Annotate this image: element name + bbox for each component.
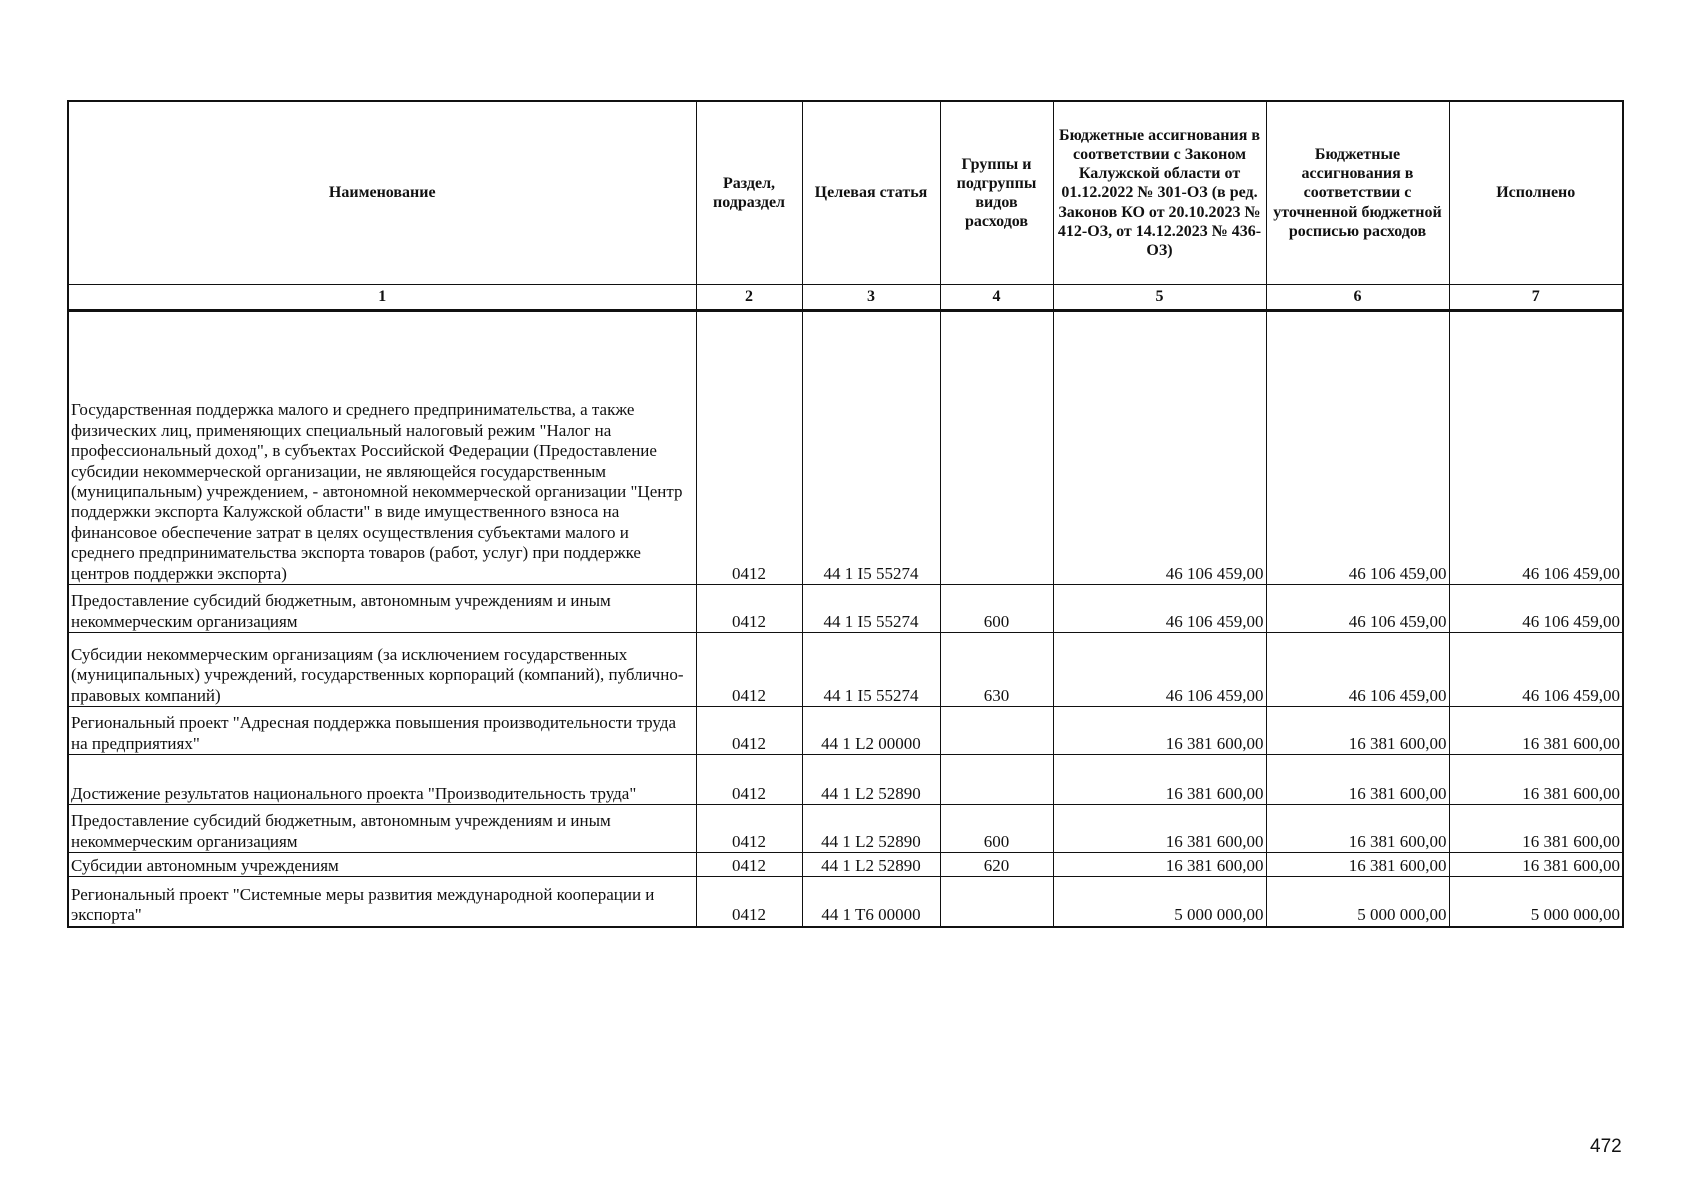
row-section: 0412 bbox=[696, 633, 802, 707]
row-section: 0412 bbox=[696, 755, 802, 805]
row-refined-amount: 46 106 459,00 bbox=[1266, 633, 1449, 707]
row-name: Субсидии автономным учреждениям bbox=[68, 853, 696, 877]
header-refined-appropriations: Бюджетные ассигнования в соответствии с уточненной бюджетной росписью расходов bbox=[1266, 101, 1449, 285]
row-refined-amount: 46 106 459,00 bbox=[1266, 311, 1449, 585]
row-name: Региональный проект "Адресная поддержка повышения производительности труда на предприятиях" bbox=[68, 707, 696, 755]
table-row bbox=[68, 853, 1623, 877]
header-target-article: Целевая статья bbox=[802, 101, 940, 285]
row-refined-amount: 16 381 600,00 bbox=[1266, 707, 1449, 755]
row-section: 0412 bbox=[696, 805, 802, 853]
table-row bbox=[68, 585, 1623, 633]
row-refined-amount: 16 381 600,00 bbox=[1266, 853, 1449, 877]
row-expense-group: 600 bbox=[940, 805, 1053, 853]
row-law-amount: 16 381 600,00 bbox=[1053, 805, 1266, 853]
table-row bbox=[68, 877, 1623, 927]
header-name: Наименование bbox=[68, 101, 696, 285]
table-row bbox=[68, 805, 1623, 853]
row-name: Достижение результатов национального проекта "Производительность труда" bbox=[68, 755, 696, 805]
row-executed-amount: 46 106 459,00 bbox=[1449, 633, 1623, 707]
row-refined-amount: 5 000 000,00 bbox=[1266, 877, 1449, 927]
row-expense-group bbox=[940, 311, 1053, 585]
row-target-article: 44 1 L2 52890 bbox=[802, 755, 940, 805]
row-name: Государственная поддержка малого и среднего предпринимательства, а также физических лиц, применяющих специальный налоговый режим "Налог на профессиональный доход", в субъектах Российской Федерации (Предоставление субсидии некоммерческой организации, не являющейся государственным (муниципальным) учреждением, - автономной некоммерческой организации "Центр поддержки экспорта Калужской области" в виде имущественного взноса на финансовое обеспечение затрат в целях осуществления субъектами малого и среднего предпринимательства экспорта товаров (работ, услуг) при поддержке центров поддержки экспорта) bbox=[68, 311, 696, 585]
row-expense-group: 630 bbox=[940, 633, 1053, 707]
row-expense-group bbox=[940, 877, 1053, 927]
row-section: 0412 bbox=[696, 311, 802, 585]
row-name: Предоставление субсидий бюджетным, автономным учреждениям и иным некоммерческим организациям bbox=[68, 585, 696, 633]
row-refined-amount: 16 381 600,00 bbox=[1266, 755, 1449, 805]
row-name: Субсидии некоммерческим организациям (за исключением государственных (муниципальных) учреждений, государственных корпораций (компаний), публично-правовых компаний) bbox=[68, 633, 696, 707]
row-law-amount: 16 381 600,00 bbox=[1053, 755, 1266, 805]
row-name: Региональный проект "Системные меры развития международной кооперации и экспорта" bbox=[68, 877, 696, 927]
column-number-row bbox=[68, 285, 1623, 311]
row-expense-group: 620 bbox=[940, 853, 1053, 877]
column-number: 3 bbox=[802, 285, 940, 311]
table-row bbox=[68, 755, 1623, 805]
row-target-article: 44 1 L2 00000 bbox=[802, 707, 940, 755]
row-name: Предоставление субсидий бюджетным, автономным учреждениям и иным некоммерческим организациям bbox=[68, 805, 696, 853]
row-expense-group bbox=[940, 755, 1053, 805]
row-executed-amount: 16 381 600,00 bbox=[1449, 707, 1623, 755]
column-number: 5 bbox=[1053, 285, 1266, 311]
column-number: 6 bbox=[1266, 285, 1449, 311]
header-row bbox=[68, 101, 1623, 285]
header-section: Раздел, подраздел bbox=[696, 101, 802, 285]
table-row bbox=[68, 311, 1623, 585]
table-row bbox=[68, 633, 1623, 707]
column-number: 1 bbox=[68, 285, 696, 311]
row-law-amount: 46 106 459,00 bbox=[1053, 311, 1266, 585]
column-number: 7 bbox=[1449, 285, 1623, 311]
row-executed-amount: 5 000 000,00 bbox=[1449, 877, 1623, 927]
row-executed-amount: 16 381 600,00 bbox=[1449, 755, 1623, 805]
row-target-article: 44 1 I5 55274 bbox=[802, 311, 940, 585]
row-target-article: 44 1 I5 55274 bbox=[802, 633, 940, 707]
row-executed-amount: 46 106 459,00 bbox=[1449, 311, 1623, 585]
header-executed: Исполнено bbox=[1449, 101, 1623, 285]
row-section: 0412 bbox=[696, 853, 802, 877]
row-executed-amount: 46 106 459,00 bbox=[1449, 585, 1623, 633]
row-expense-group: 600 bbox=[940, 585, 1053, 633]
column-number: 4 bbox=[940, 285, 1053, 311]
row-refined-amount: 46 106 459,00 bbox=[1266, 585, 1449, 633]
row-refined-amount: 16 381 600,00 bbox=[1266, 805, 1449, 853]
row-section: 0412 bbox=[696, 585, 802, 633]
budget-table bbox=[67, 100, 1624, 928]
row-section: 0412 bbox=[696, 877, 802, 927]
row-expense-group bbox=[940, 707, 1053, 755]
column-number: 2 bbox=[696, 285, 802, 311]
row-target-article: 44 1 L2 52890 bbox=[802, 805, 940, 853]
row-executed-amount: 16 381 600,00 bbox=[1449, 805, 1623, 853]
row-law-amount: 5 000 000,00 bbox=[1053, 877, 1266, 927]
header-law-appropriations: Бюджетные ассигнования в соответствии с Законом Калужской области от 01.12.2022 № 301-ОЗ (в ред. Законов КО от 20.10.2023 № 412-ОЗ, от 14.12.2023 № 436-ОЗ) bbox=[1053, 101, 1266, 285]
header-expense-group: Группы и подгруппы видов расходов bbox=[940, 101, 1053, 285]
row-target-article: 44 1 L2 52890 bbox=[802, 853, 940, 877]
row-law-amount: 16 381 600,00 bbox=[1053, 853, 1266, 877]
page-number: 472 bbox=[1590, 1136, 1622, 1157]
row-law-amount: 46 106 459,00 bbox=[1053, 585, 1266, 633]
row-law-amount: 16 381 600,00 bbox=[1053, 707, 1266, 755]
row-section: 0412 bbox=[696, 707, 802, 755]
table-row bbox=[68, 707, 1623, 755]
row-target-article: 44 1 I5 55274 bbox=[802, 585, 940, 633]
row-executed-amount: 16 381 600,00 bbox=[1449, 853, 1623, 877]
row-target-article: 44 1 T6 00000 bbox=[802, 877, 940, 927]
row-law-amount: 46 106 459,00 bbox=[1053, 633, 1266, 707]
